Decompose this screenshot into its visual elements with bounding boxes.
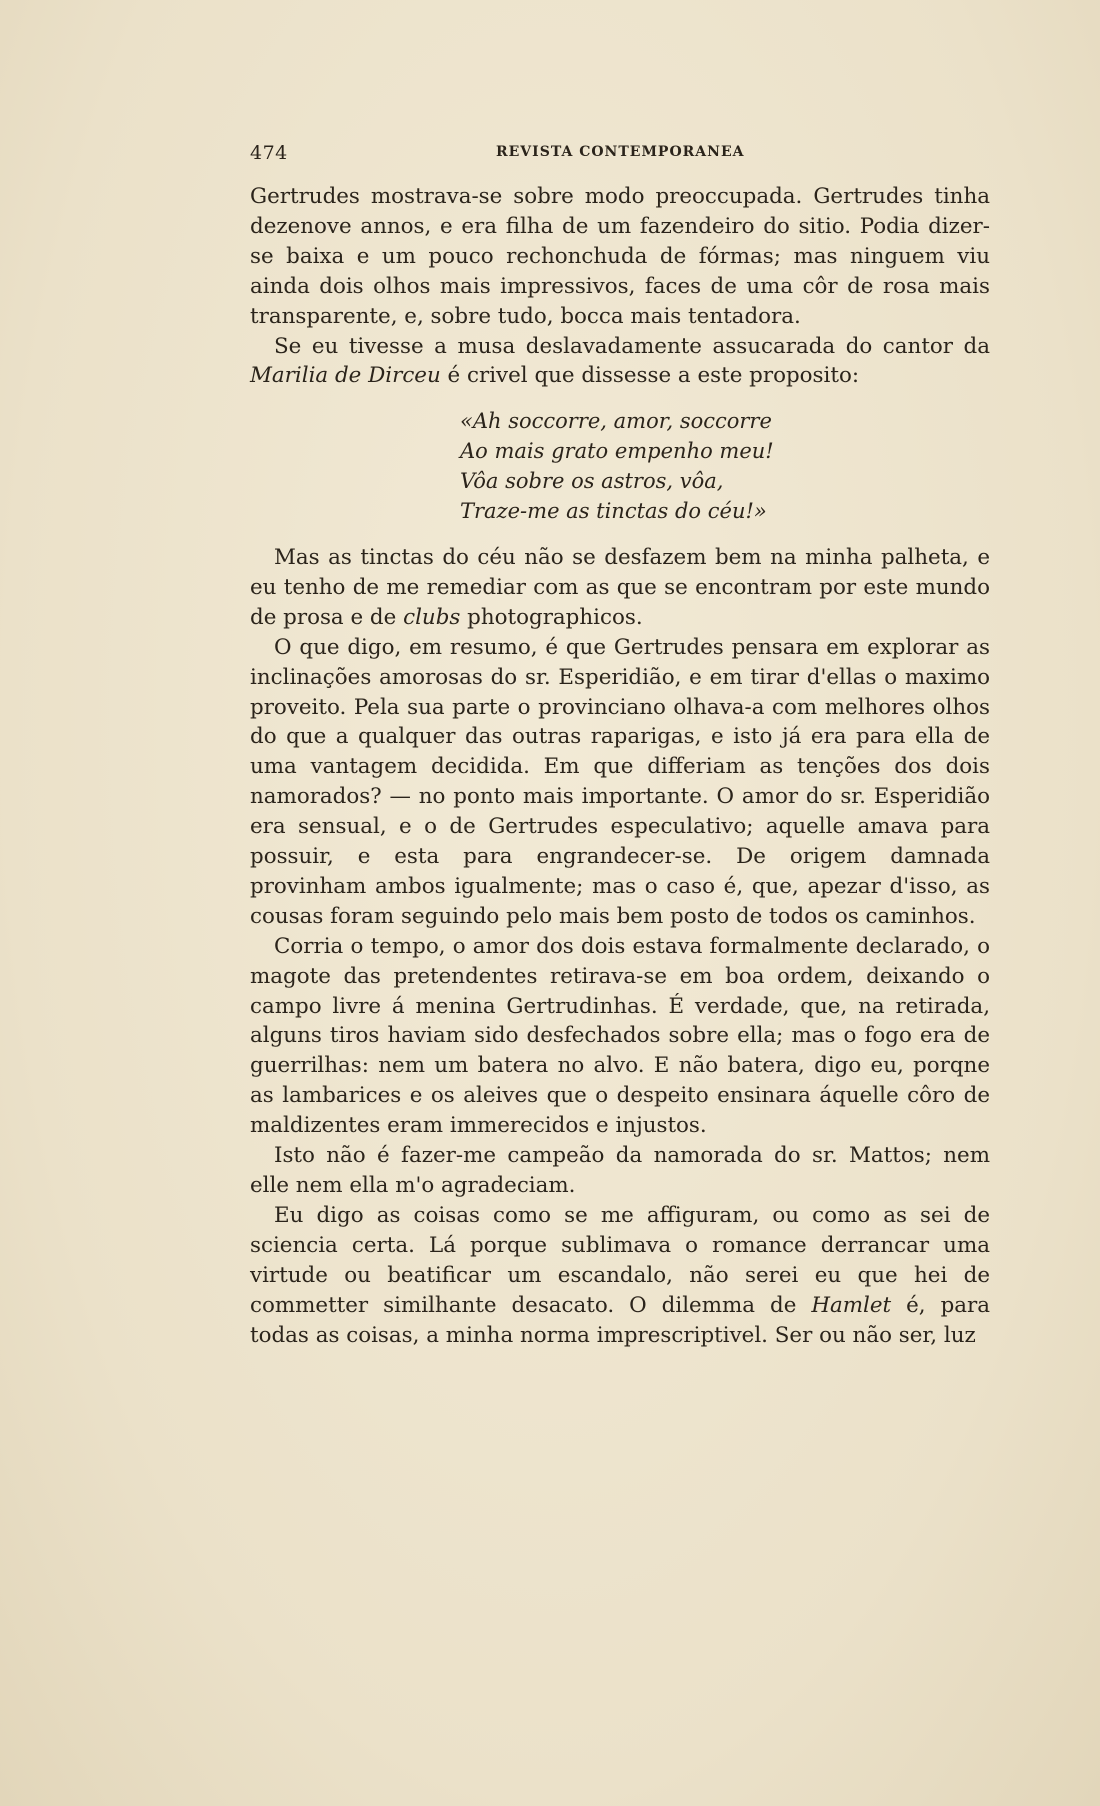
journal-title: REVISTA CONTEMPORANEA bbox=[496, 144, 745, 160]
text-column bbox=[250, 182, 990, 1350]
paragraph-2 bbox=[250, 332, 990, 392]
paragraph-3 bbox=[250, 543, 990, 633]
verse-quotation bbox=[460, 407, 990, 527]
paragraph-7-text-end: é, para todas as coisas, a minha norma imprescriptivel. Ser ou não ser, luz bbox=[250, 1292, 991, 1348]
running-head bbox=[250, 142, 990, 166]
paragraph-7 bbox=[250, 1201, 990, 1351]
work-title-marilia-de-dirceu: Marilia de Dirceu bbox=[250, 363, 441, 389]
paragraph-5: Corria o tempo, o amor dos dois estava formalmente declarado, o magote das pretendentes retirava-se em boa ordem, deixando o campo livre á menina Gertrudinhas. É verdade, que, na retirada, alguns tiros haviam sido desfechados sobre ella; mas o fogo era de guerrilhas: nem um batera no alvo. E não batera, digo eu, porqne as lambarices e os aleives que o despeito ensinara áquelle côro de maldizentes eram immerecidos e injustos. bbox=[250, 933, 990, 1139]
word-clubs: clubs bbox=[403, 604, 461, 630]
verse-line-1: «Ah soccorre, amor, soccorre bbox=[460, 409, 772, 434]
paragraph-4: O que digo, em resumo, é que Gertrudes pensara em explorar as inclinações amorosas do sr. Esperidião, e em tirar d'ellas o maximo proveito. Pela sua parte o provinciano olhava-a com melhores olhos do que a qualquer das outras raparigas, e isto já era para ella de uma vantagem decidida. Em que differiam as tenções dos dois namorados? — no ponto mais importante. O amor do sr. Esperidião era sensual, e o de Gertrudes especulativo; aquelle amava para possuir, e esta para engrandecer-se. De origem damnada provinham ambos igualmente; mas o caso é, que, apezar d'isso, as cousas foram seguindo pelo mais bem posto de todos os caminhos. bbox=[250, 634, 990, 929]
work-title-hamlet: Hamlet bbox=[811, 1292, 892, 1318]
paragraph-2-text-end: é crivel que dissesse a este proposito: bbox=[440, 363, 860, 389]
paragraph-2-text-start: Se eu tivesse a musa deslavadamente assucarada do cantor da bbox=[274, 333, 990, 359]
verse-line-4: Traze-me as tinctas do céu!» bbox=[460, 499, 767, 524]
paragraph-3-text-start: Mas as tinctas do céu não se desfazem bem na minha palheta, e eu tenho de me remediar com as que se encontram por este mundo de prosa e de bbox=[250, 544, 990, 630]
paragraph-3-text-end: photographicos. bbox=[460, 604, 643, 630]
verse-line-2: Ao mais grato empenho meu! bbox=[460, 439, 774, 464]
verse-line-3: Vôa sobre os astros, vôa, bbox=[460, 469, 724, 494]
paragraph-6: Isto não é fazer-me campeão da namorada do sr. Mattos; nem elle nem ella m'o agradeciam. bbox=[250, 1143, 990, 1198]
page-number: 474 bbox=[250, 142, 288, 164]
paragraph-7-text-start: Eu digo as coisas como se me affiguram, ou como as sei de sciencia certa. Lá porque sublimava o romance derrancar uma virtude ou beatificar um escandalo, não serei eu que hei de commetter similhante desacato. O dilemma de bbox=[250, 1202, 990, 1318]
paragraph-1: Gertrudes mostrava-se sobre modo preoccupada. Gertrudes tinha dezenove annos, e era filha de um fazendeiro do sitio. Podia dizer-se baixa e um pouco rechonchuda de fórmas; mas ninguem viu ainda dois olhos mais impressivos, faces de uma côr de rosa mais transparente, e, sobre tudo, bocca mais tentadora. bbox=[250, 184, 990, 329]
